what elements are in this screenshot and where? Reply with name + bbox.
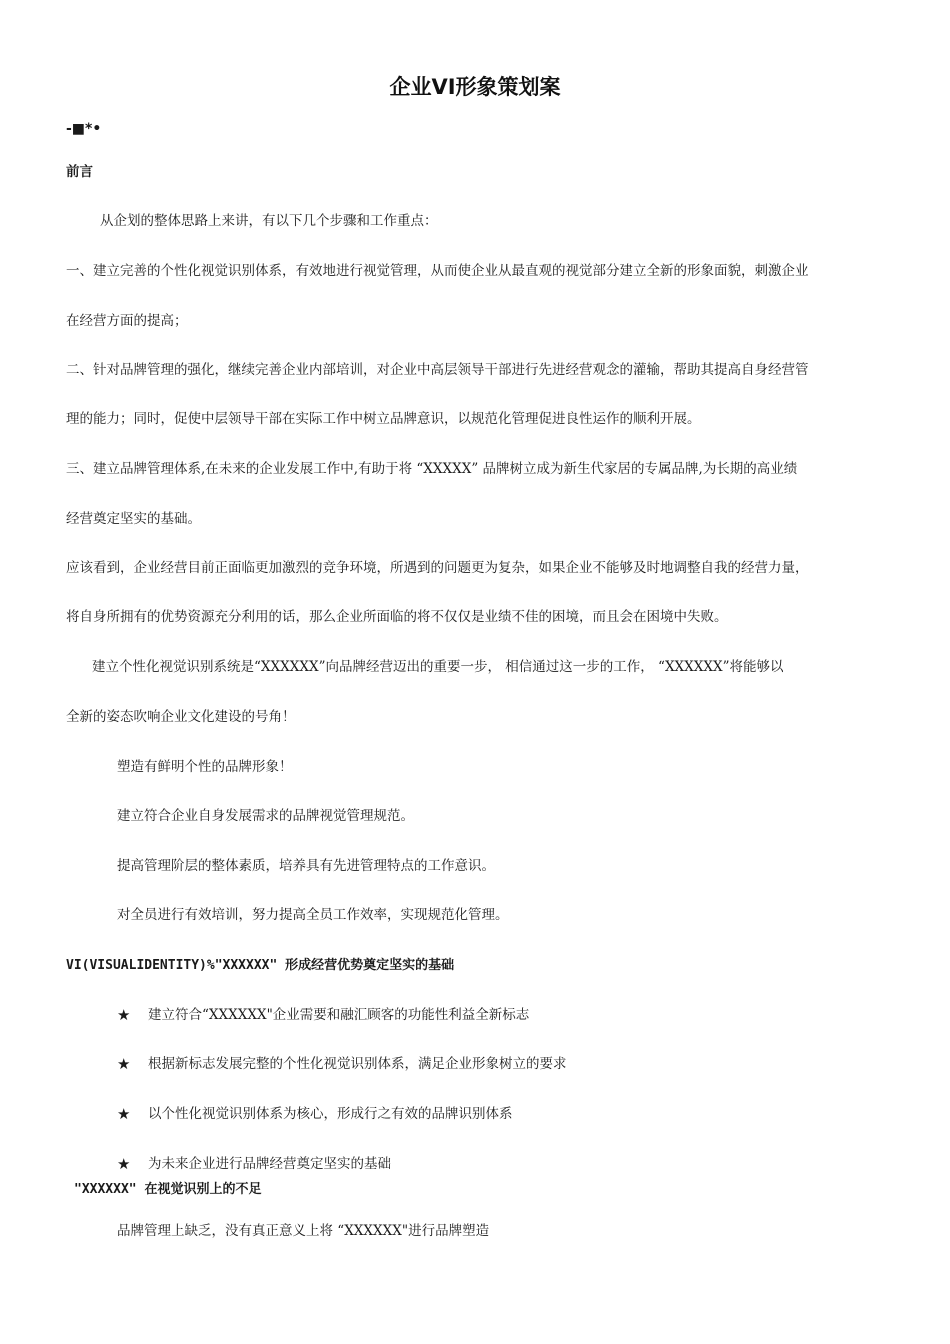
intro-paragraph: 从企划的整体思路上来讲，有以下几个步骤和工作重点： — [100, 213, 438, 229]
goal-item: 塑造有鲜明个性的品牌形象！ — [117, 759, 293, 775]
paragraph-5-line-1: 建立个性化视觉识别系统是“XXXXXX”向品牌经营迈出的重要一步， 相信通过这一步的工作， “XXXXXX”将能够以 — [92, 659, 784, 675]
paragraph-2-line-2: 理的能力；同时，促使中层领导干部在实际工作中树立品牌意识，以规范化管理促进良性运作的顺利开展。 — [66, 411, 701, 427]
deficit-heading: "XXXXXX" 在视觉识别上的不足 — [74, 1182, 262, 1197]
goal-item: 对全员进行有效培训，努力提高全员工作效率，实现规范化管理。 — [117, 907, 509, 923]
paragraph-5-line-2: 全新的姿态吹响企业文化建设的号角！ — [66, 709, 296, 725]
preface-heading: 前言 — [66, 164, 93, 180]
paragraph-3-line-2: 经营奠定坚实的基础。 — [66, 511, 201, 527]
star-item: 建立符合“XXXXXX"企业需要和融汇顾客的功能性利益全新标志 — [148, 1007, 530, 1023]
goal-item: 建立符合企业自身发展需求的品牌视觉管理规范。 — [117, 808, 414, 824]
vi-heading: VI(VISUALIDENTITY)%"XXXXXX" 形成经营优势奠定坚实的基础 — [66, 958, 455, 973]
star-item: 为未来企业进行品牌经营奠定坚实的基础 — [148, 1156, 391, 1172]
paragraph-3-line-1: 三、建立品牌管理体系,在未来的企业发展工作中,有助于将 “XXXXX” 品牌树立成为新生代家居的专属品牌,为长期的高业绩 — [66, 461, 798, 477]
paragraph-1-line-2: 在经营方面的提高； — [66, 313, 188, 329]
section-marker: -■*• — [66, 121, 102, 137]
star-item: 根据新标志发展完整的个性化视觉识别体系，满足企业形象树立的要求 — [148, 1056, 567, 1072]
star-bullet-icon: ★ — [117, 1006, 131, 1024]
deficit-paragraph: 品牌管理上缺乏，没有真正意义上将 “XXXXXX"进行品牌塑造 — [117, 1223, 490, 1239]
star-bullet-icon: ★ — [117, 1055, 131, 1073]
star-item: 以个性化视觉识别体系为核心，形成行之有效的品牌识别体系 — [148, 1106, 513, 1122]
paragraph-1-line-1: 一、建立完善的个性化视觉识别体系，有效地进行视觉管理，从而使企业从最直观的视觉部分建立全新的形象面貌，刺激企业 — [66, 263, 809, 279]
paragraph-4-line-1: 应该看到，企业经营目前正面临更加激烈的竞争环境，所遇到的问题更为复杂，如果企业不能够及时地调整自我的经营力量， — [66, 560, 809, 576]
star-bullet-icon: ★ — [117, 1105, 131, 1123]
paragraph-2-line-1: 二、针对品牌管理的强化，继续完善企业内部培训，对企业中高层领导干部进行先进经营观念的灌输，帮助其提高自身经营管 — [66, 362, 809, 378]
goal-item: 提高管理阶层的整体素质，培养具有先进管理特点的工作意识。 — [117, 858, 495, 874]
page-title: 企业VI形象策划案 — [389, 75, 561, 99]
star-bullet-icon: ★ — [117, 1155, 131, 1173]
paragraph-4-line-2: 将自身所拥有的优势资源充分利用的话，那么企业所面临的将不仅仅是业绩不佳的困境，而且会在困境中失败。 — [66, 609, 728, 625]
